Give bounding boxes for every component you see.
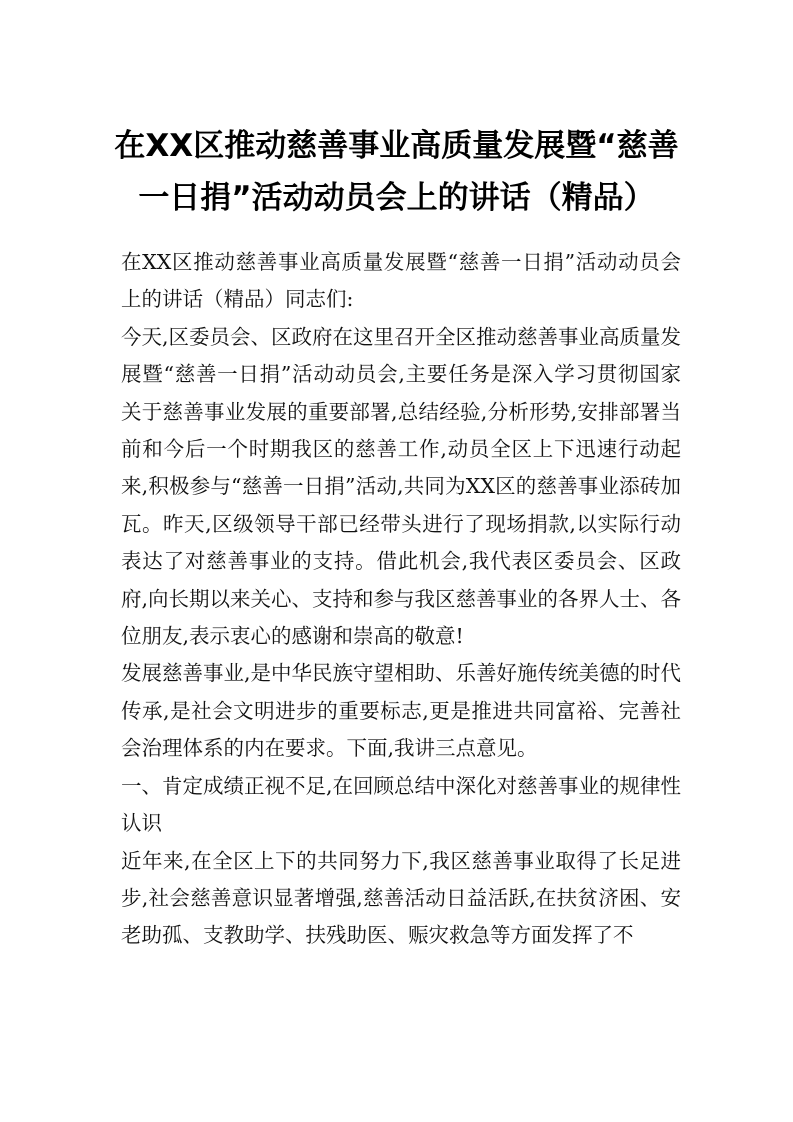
document-body	[121, 244, 681, 955]
paragraph-opening: 今天,区委员会、区政府在这里召开全区推动慈善事业高质量发展暨“慈善一日捐”活动动员会,主要任务是深入学习贯彻国家关于慈善事业发展的重要部署,总结经验,分析形势,安排部署当前和今后一个时期我区的慈善工作,动员全区上下迅速行动起来,积极参与“慈善一日捐”活动,共同为XX区的慈善事业添砖加瓦。昨天,区级领导干部已经带头进行了现场捐款,以实际行动表达了对慈善事业的支持。借此机会,我代表区委员会、区政府,向长期以来关心、支持和参与我区慈善事业的各界人士、各位朋友,表示衷心的感谢和崇高的敬意!	[121, 324, 682, 649]
document-title: 在XX区推动慈善事业高质量发展暨“慈善一日捐”活动动员会上的讲话（精品）	[114, 128, 679, 216]
section-heading-1: 一、肯定成绩正视不足,在回顾总结中深化对慈善事业的规律性认识	[121, 773, 682, 836]
paragraph-intro: 在XX区推动慈善事业高质量发展暨“慈善一日捐”活动动员会上的讲话（精品）同志们:	[121, 250, 681, 312]
paragraph-significance: 发展慈善事业,是中华民族守望相助、乐善好施传统美德的时代传承,是社会文明进步的重要标志,更是推进共同富裕、完善社会治理体系的内在要求。下面,我讲三点意见。	[121, 661, 682, 761]
paragraph-achievements: 近年来,在全区上下的共同努力下,我区慈善事业取得了长足进步,社会慈善意识显著增强,慈善活动日益活跃,在扶贫济困、安老助孤、支教助学、扶残助医、赈灾救急等方面发挥了不	[121, 848, 681, 948]
